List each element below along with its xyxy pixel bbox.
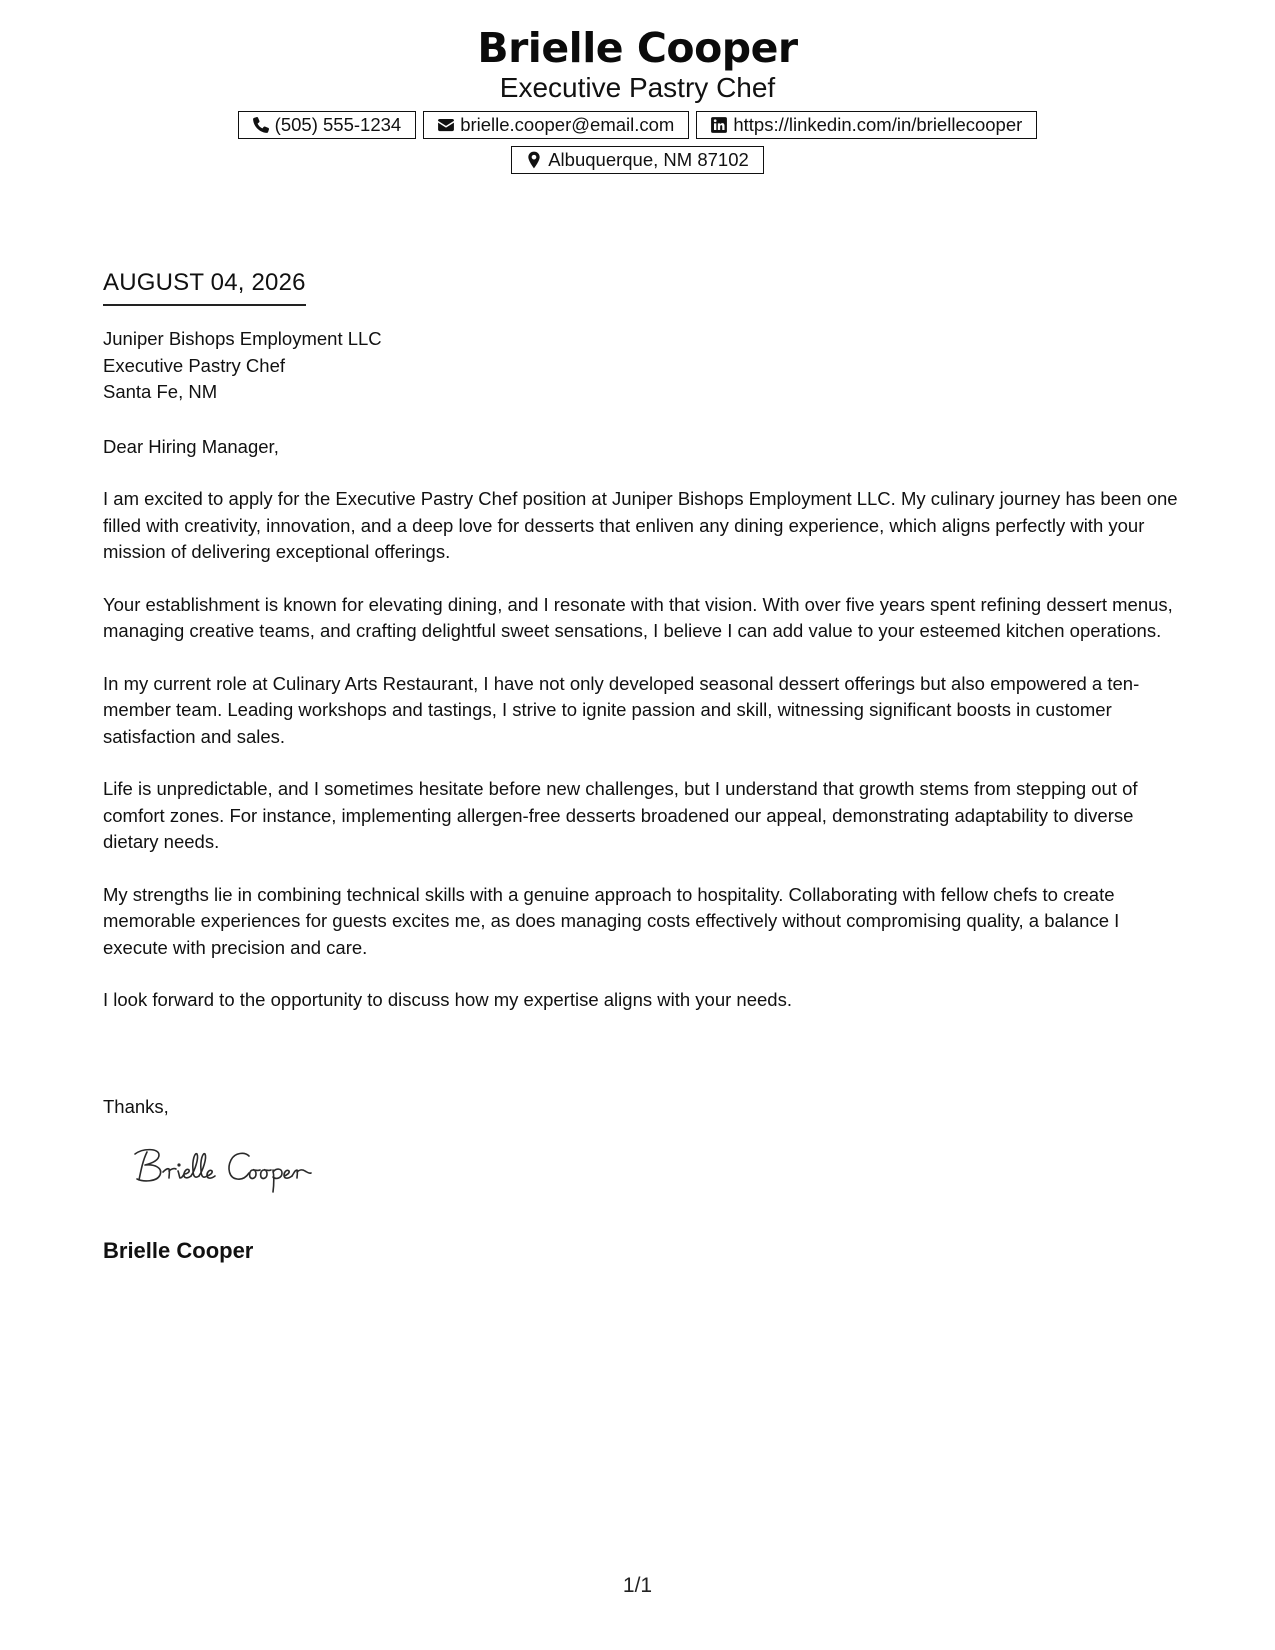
- paragraph-5: My strengths lie in combining technical skills with a genuine approach to hospitality. Collaborating with fellow chefs to create memorable experiences for guests excites me, as does managing costs effectively without compromising quality, a balance I execute with precision and care.: [103, 883, 1120, 958]
- linkedin-text: https://linkedin.com/in/briellecooper: [733, 114, 1023, 135]
- handwritten-signature: [125, 1140, 345, 1200]
- letter-date-block: [103, 266, 306, 306]
- applicant-name: Brielle Cooper: [477, 24, 798, 72]
- page-number: 1/1: [622, 1574, 653, 1597]
- envelope-icon: [436, 115, 456, 135]
- applicant-title: Executive Pastry Chef: [499, 72, 776, 103]
- recipient-block: [103, 326, 1178, 406]
- paragraph-6: I look forward to the opportunity to discuss how my expertise aligns with your needs.: [103, 989, 792, 1010]
- letter-body: [103, 326, 1178, 1014]
- recipient-location: Santa Fe, NM: [103, 381, 218, 402]
- contact-row-primary: [0, 111, 1275, 139]
- paragraph-4: Life is unpredictable, and I sometimes hesitate before new challenges, but I understand that growth stems from stepping out of comfort zones. For instance, implementing allergen-free desserts broadened our appeal, demonstrating adaptability to diverse dietary needs.: [103, 778, 1138, 852]
- map-pin-icon: [524, 150, 544, 170]
- email-text: brielle.cooper@email.com: [460, 114, 675, 135]
- letter-header: [0, 22, 1275, 174]
- recipient-company: Juniper Bishops Employment LLC: [103, 328, 382, 349]
- letter-date: AUGUST 04, 2026: [103, 266, 306, 306]
- contact-email[interactable]: [423, 111, 689, 139]
- printed-name: Brielle Cooper: [103, 1238, 254, 1263]
- paragraph-2: Your establishment is known for elevating dining, and I resonate with that vision. With over five years spent refining dessert menus, managing creative teams, and crafting delightful sweet sensations, I believe I can add value to your esteemed kitchen operations.: [103, 593, 1173, 641]
- contact-linkedin[interactable]: [696, 111, 1037, 139]
- phone-icon: [251, 115, 271, 135]
- recipient-position: Executive Pastry Chef: [103, 354, 285, 376]
- contact-phone[interactable]: [238, 111, 417, 139]
- location-text: Albuquerque, NM 87102: [548, 149, 749, 170]
- contact-location[interactable]: [511, 146, 764, 174]
- phone-text: (505) 555-1234: [274, 114, 402, 135]
- closing: Thanks,: [103, 1096, 169, 1117]
- paragraph-3: In my current role at Culinary Arts Restaurant, I have not only developed seasonal dessert offerings but also empowered a ten-member team. Leading workshops and tastings, I strive to ignite passion and skill, witnessing significant boosts in customer satisfaction and sales.: [103, 672, 1140, 747]
- paragraph-1: I am excited to apply for the Executive Pastry Chef position at Juniper Bishops Employment LLC. My culinary journey has been one filled with creativity, innovation, and a deep love for desserts that enliven any dining experience, which aligns perfectly with your mission of delivering exceptional offerings.: [103, 488, 1178, 562]
- contact-row-secondary: [0, 146, 1275, 174]
- linkedin-icon: [709, 115, 729, 135]
- salutation: Dear Hiring Manager,: [103, 435, 279, 457]
